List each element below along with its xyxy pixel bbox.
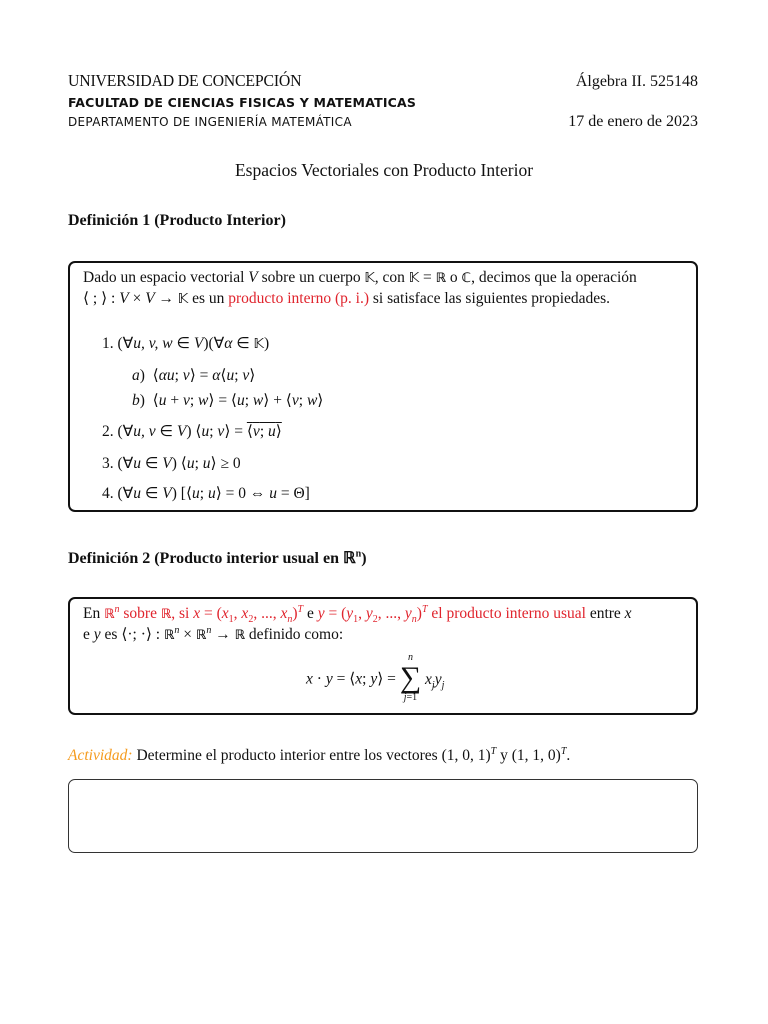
- definition-2-box: [68, 597, 698, 715]
- faculty-name: FACULTAD DE CIENCIAS FISICAS Y MATEMATICAS: [68, 95, 417, 110]
- course-code: Álgebra II. 525148: [575, 73, 698, 90]
- definition-2-heading: Definición 2 (Producto interior usual en ℝ$^n$): [68, 548, 367, 567]
- property-1a: a) ⟨αu; v⟩ = α⟨u; v⟩: [132, 367, 256, 384]
- inner-product-term: producto interno (p. i.): [228, 290, 370, 307]
- property-1: 1. (∀u, v, w ∈ V)(∀α ∈ 𝕂): [102, 335, 270, 352]
- property-3: 3. (∀u ∈ V) ⟨u; u⟩ ≥ 0: [102, 455, 241, 472]
- page-title: Espacios Vectoriales con Producto Interior: [234, 160, 534, 180]
- property-4: 4. (∀u ∈ V) [⟨u; u⟩ = 0 ⇔ u = Θ]: [102, 485, 310, 502]
- university-name: UNIVERSIDAD DE CONCEPCIÓN: [68, 71, 302, 90]
- department-name: DEPARTAMENTO DE INGENIERÍA MATEMÁTICA: [68, 115, 352, 129]
- answer-box[interactable]: [68, 779, 698, 853]
- definition-2-text: En ℝ$^n$ sobre ℝ, si $x = (x_1$, $x_2$, ..., $x_n)^T$ e $y = (y_1$, $y_2$, ..., $y_n)^T$ el producto interno usual entre x e y es ⟨·; ·⟩ : ℝ$^n$ × ℝ$^n$ → ℝ definido como:: [83, 603, 632, 643]
- dot-product-formula: x · y = ⟨x; y⟩ = n ∑ j=1 $x_jy_j$: [306, 652, 445, 703]
- activity-prompt: Actividad: Determine el producto interior entre los vectores (1, 0, 1)$^T$ y (1, 1, 0)$^T$.: [68, 745, 571, 764]
- definition-1-box: [68, 261, 698, 512]
- definition-1-intro: Dado un espacio vectorial V sobre un cuerpo 𝕂, con 𝕂 = ℝ o ℂ, decimos que la operación ⟨ ; ⟩ : V × V → 𝕂 es un producto interno (p. i.) si satisface las siguientes propiedades.: [83, 269, 637, 307]
- activity-label: Actividad:: [68, 747, 133, 764]
- property-1b: b) ⟨u + v; w⟩ = ⟨u; w⟩ + ⟨v; w⟩: [132, 392, 324, 409]
- property-2: 2. (∀u, v ∈ V) ⟨u; v⟩ = ⟨v; u⟩: [102, 423, 282, 440]
- definition-1-heading: Definición 1 (Producto Interior): [68, 212, 286, 229]
- document-date: 17 de enero de 2023: [568, 113, 698, 130]
